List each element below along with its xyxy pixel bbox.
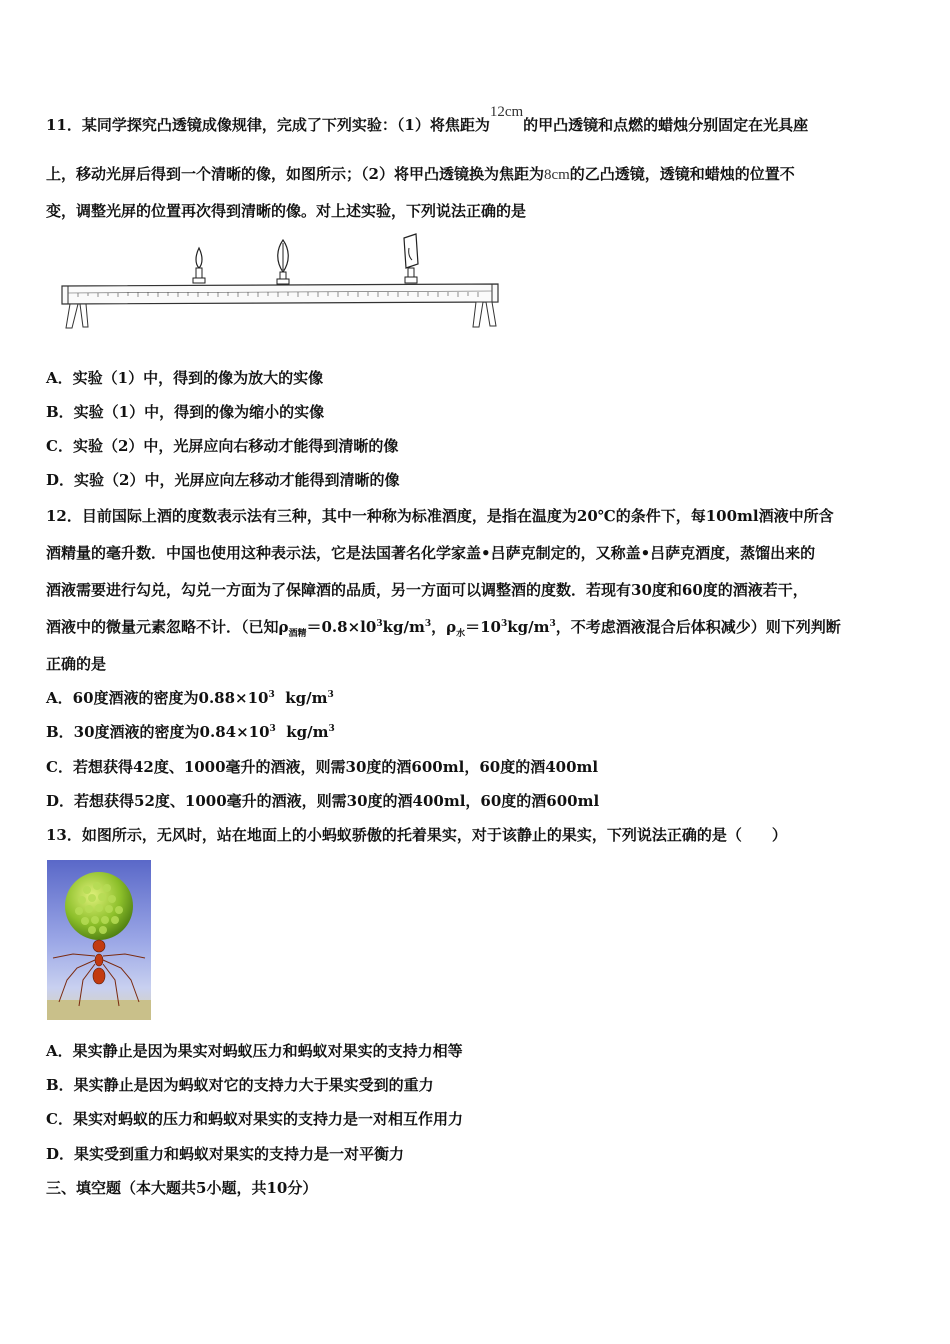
q11-focal-length-1: 12cm xyxy=(489,104,524,120)
q12-option-d: D．若想获得52度、1000毫升的酒液，则需30度的酒400ml，60度的酒600ml xyxy=(46,792,600,810)
optical-bench-figure xyxy=(58,230,503,335)
q12-line-2: 酒精量的毫升数．中国也使用这种表示法，它是法国著名化学家盖•吕萨克制定的，又称盖•吕萨克酒度，蒸馏出来的 xyxy=(46,544,816,562)
q13-option-c: C．果实对蚂蚁的压力和蚂蚁对果实的支持力是一对相互作用力 xyxy=(46,1110,463,1128)
q11-line-3: 变，调整光屏的位置再次得到清晰的像。对上述实验，下列说法正确的是 xyxy=(46,202,527,220)
q13-line-1: 13．如图所示，无风时，站在地面上的小蚂蚁骄傲的托着果实，对于该静止的果实，下列说法正确的是（ ） xyxy=(46,826,787,844)
q12-line-5: 正确的是 xyxy=(46,655,107,673)
q11-option-c: C．实验（2）中，光屏应向右移动才能得到清晰的像 xyxy=(46,437,399,455)
q12-option-a: A．60度酒液的密度为$0.88\times 10^3$ $kg/m^3$ xyxy=(46,689,334,707)
q11-line-2 xyxy=(46,164,795,185)
q12-option-c: C．若想获得42度、1000毫升的酒液，则需30度的酒600ml，60度的酒400ml xyxy=(46,758,599,776)
q11-option-b: B．实验（1）中，得到的像为缩小的实像 xyxy=(46,403,325,421)
q12-option-b: B．30度酒液的密度为$0.84\times 10^3$ $kg/m^3$ xyxy=(46,723,335,741)
candle-icon xyxy=(193,248,205,283)
screen-icon xyxy=(404,234,418,283)
q11-text: 上，移动光屏后得到一个清晰的像，如图所示；（2）将甲凸透镜换为焦距为 xyxy=(46,165,544,183)
q11-line-1 xyxy=(46,104,809,136)
q11-text: 的乙凸透镜，透镜和蜡烛的位置不 xyxy=(569,165,795,183)
q12-line-4: 酒液中的微量元素忽略不计．（已知$\rho_{酒精}=0.8\times l0^3kg/m^3$，$\rho_水=10^3kg/m^3$，不考虑酒液混合后体积减少）则下列判断 xyxy=(46,618,841,639)
q11-text: 的甲凸透镜和点燃的蜡烛分别固定在光具座 xyxy=(523,116,809,134)
q12-line-1: 12．目前国际上酒的度数表示法有三种，其中一种称为标准酒度，是指在温度为20℃的条件下，每100ml酒液中所含 xyxy=(46,507,834,525)
lens-icon xyxy=(277,240,289,284)
q13-option-d: D．果实受到重力和蚂蚁对果实的支持力是一对平衡力 xyxy=(46,1145,405,1163)
section-heading: 三、填空题（本大题共5小题，共10分） xyxy=(46,1179,318,1197)
q13-option-b: B．果实静止是因为蚂蚁对它的支持力大于果实受到的重力 xyxy=(46,1076,434,1094)
q11-option-a: A．实验（1）中，得到的像为放大的实像 xyxy=(46,369,324,387)
ant-holding-fruit-image xyxy=(47,860,151,1020)
q13-option-a: A．果实静止是因为果实对蚂蚁压力和蚂蚁对果实的支持力相等 xyxy=(46,1042,463,1060)
q11-option-d: D．实验（2）中，光屏应向左移动才能得到清晰的像 xyxy=(46,471,400,489)
q11-focal-length-2: 8cm xyxy=(543,167,570,183)
q12-line-3: 酒液需要进行勾兑，勾兑一方面为了保障酒的品质，另一方面可以调整酒的度数．若现有30度和60度的酒液若干， xyxy=(46,581,808,599)
q11-text: 11．某同学探究凸透镜成像规律，完成了下列实验：（1）将焦距为 xyxy=(46,116,490,134)
